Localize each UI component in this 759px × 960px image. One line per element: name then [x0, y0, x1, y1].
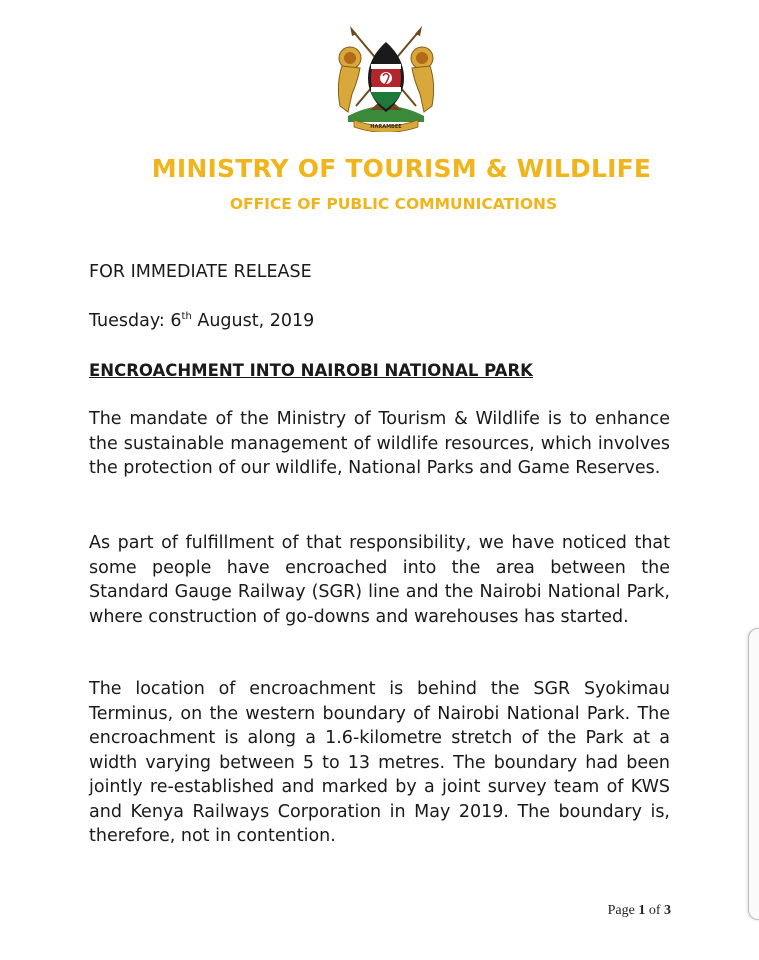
office-subtitle: OFFICE OF PUBLIC COMMUNICATIONS — [229, 195, 558, 213]
release-label: FOR IMMEDIATE RELEASE — [89, 262, 312, 282]
date-rest: August, 2019 — [191, 311, 315, 331]
page-number — [608, 903, 671, 919]
date-day: Tuesday: 6 — [89, 311, 182, 331]
paragraph-encroachment: As part of fulfillment of that responsibility, we have noticed that some people have encroached into the area between the Standard Gauge Railway (SGR) line and the Nairobi National Park, where construction of go-downs and warehouses has started. — [89, 533, 670, 627]
pager-total: 3 — [664, 903, 671, 918]
date-suffix: th — [181, 311, 192, 323]
pager-prefix: Page — [607, 903, 639, 918]
pager-sep: of — [645, 903, 664, 918]
headline: ENCROACHMENT INTO NAIROBI NATIONAL PARK — [89, 361, 533, 380]
crest-motto: HARAMBEE — [370, 124, 402, 130]
release-date — [89, 311, 314, 331]
pager-current: 1 — [638, 903, 646, 918]
ministry-title: MINISTRY OF TOURISM & WILDLIFE — [151, 154, 652, 183]
paragraph-location: The location of encroachment is behind the SGR Syokimau Terminus, on the western boundary of Nairobi National Park. The encroachment is along a 1.6-kilometre stretch of the Park at a width varying between 5 to 13 metres. The boundary had been jointly re-established and marked by a joint survey team of KWS and Kenya Railways Corporation in May 2019. The boundary is, therefore, not in contention. — [89, 679, 670, 846]
scroll-handle[interactable] — [748, 628, 759, 920]
paragraph-mandate: The mandate of the Ministry of Tourism & Wildlife is to enhance the sustainable management of wildlife resources, which involves the protection of our wildlife, National Parks and Game Reserves. — [89, 409, 670, 478]
kenya-coat-of-arms-icon — [330, 24, 442, 132]
